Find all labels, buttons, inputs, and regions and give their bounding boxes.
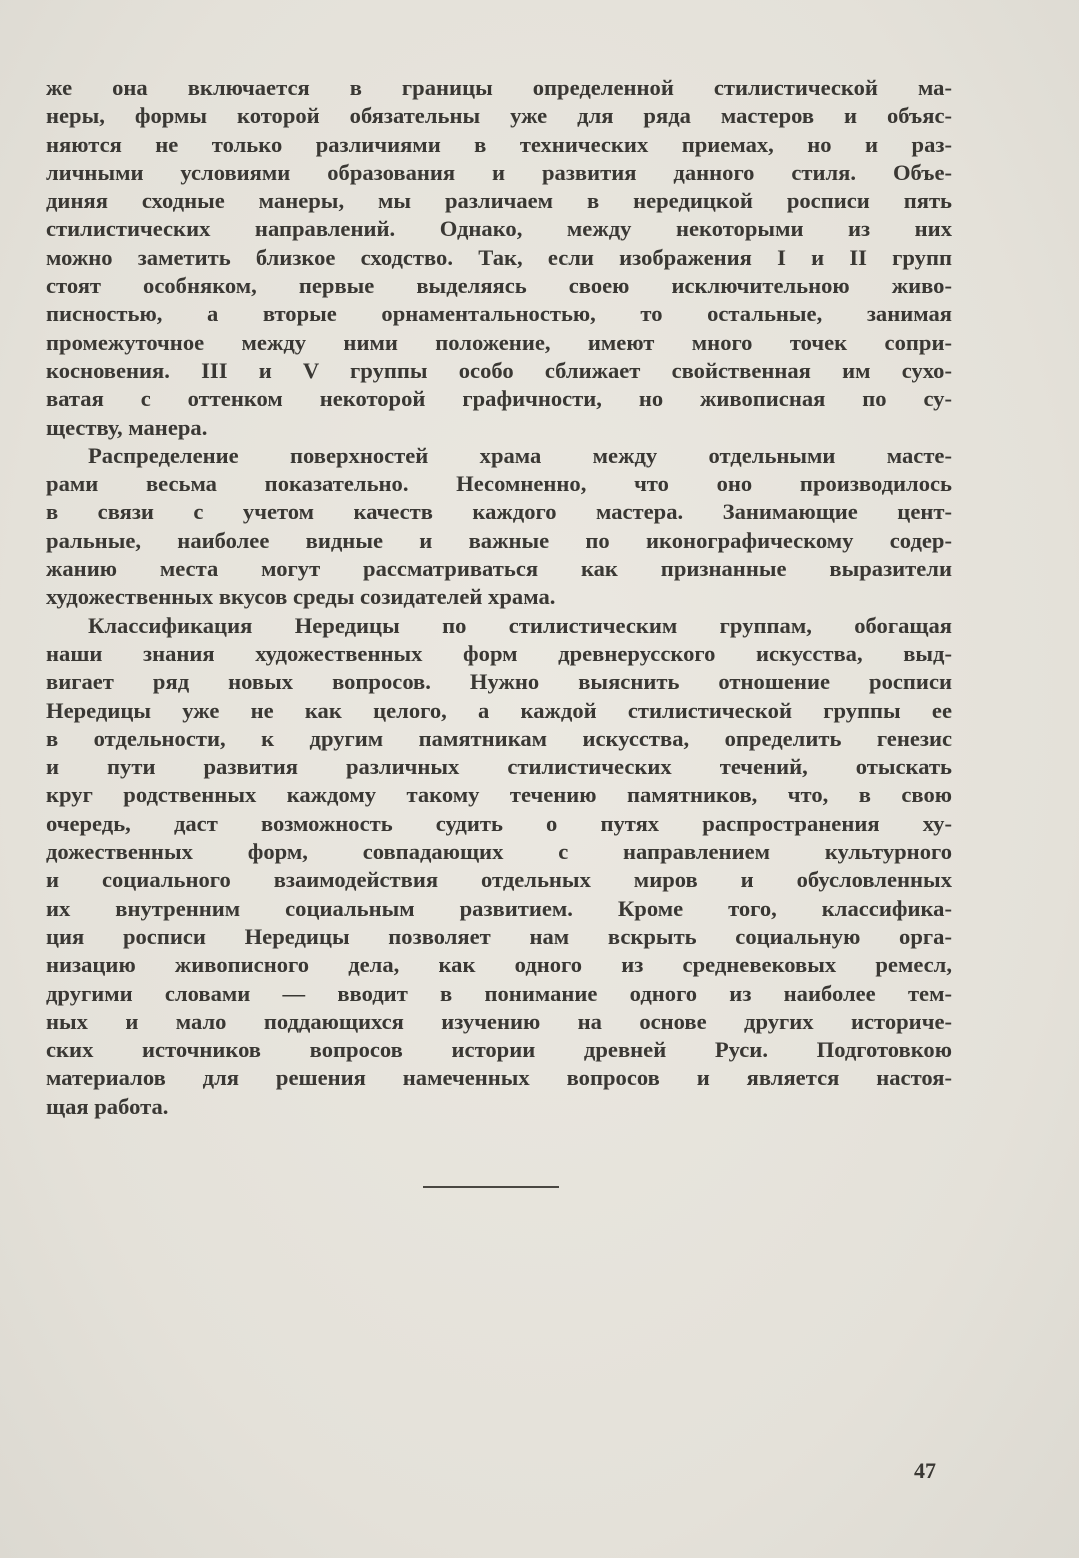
text-line: в связи с учетом качеств каждого мастера. Занимающие цент- bbox=[46, 499, 952, 525]
text-line: ных и мало поддающихся изучению на основе других историче- bbox=[46, 1008, 952, 1034]
text-line: можно заметить близкое сходство. Так, если изображения I и II групп bbox=[46, 244, 952, 270]
text-line: Классификация Нередицы по стилистическим группам, обогащая bbox=[88, 612, 952, 638]
text-line: и социального взаимодействия отдельных миров и обусловленных bbox=[46, 867, 952, 893]
text-line: дожественных форм, совпадающих с направлением культурного bbox=[46, 839, 952, 865]
text-line: ция росписи Нередицы позволяет нам вскрыть социальную орга- bbox=[46, 923, 952, 949]
text-line: их внутренним социальным развитием. Кроме того, классифика- bbox=[46, 895, 952, 921]
text-line: няются не только различиями в технических приемах, но и раз- bbox=[46, 131, 952, 157]
text-line: низацию живописного дела, как одного из средневековых ремесл, bbox=[46, 952, 952, 978]
text-line: круг родственных каждому такому течению памятников, что, в свою bbox=[46, 782, 952, 808]
text-line: же она включается в границы определенной стилистической ма- bbox=[46, 75, 952, 100]
text-line: промежуточное между ними положение, имеют много точек сопри- bbox=[46, 329, 952, 355]
text-line: и пути развития различных стилистических течений, отыскать bbox=[46, 754, 952, 780]
text-line: наши знания художественных форм древнерусского искусства, выд- bbox=[46, 640, 952, 666]
section-divider bbox=[423, 1186, 559, 1188]
text-line: стилистических направлений. Однако, между некоторыми из них bbox=[46, 216, 952, 242]
text-line: художественных вкусов среды созидателей храма. bbox=[46, 584, 556, 610]
page-number: 47 bbox=[914, 1458, 936, 1483]
text-line: щая работа. bbox=[46, 1093, 169, 1119]
text-line: писностью, а вторые орнаментальностью, то остальные, занимая bbox=[46, 301, 952, 327]
text-line: косновения. III и V группы особо сближает свойственная им сухо- bbox=[46, 357, 952, 383]
text-line: жанию места могут рассматриваться как признанные выразители bbox=[46, 556, 952, 582]
text-line: рами весьма показательно. Несомненно, что оно производилось bbox=[46, 471, 952, 497]
text-line: ватая с оттенком некоторой графичности, но живописная по су- bbox=[46, 386, 952, 412]
text-line: Распределение поверхностей храма между отдельными масте- bbox=[88, 442, 952, 468]
text-line: другими словами — вводит в понимание одного из наиболее тем- bbox=[46, 980, 952, 1006]
text-line: личными условиями образования и развития данного стиля. Объе- bbox=[46, 159, 952, 185]
text-line: неры, формы которой обязательны уже для ряда мастеров и объяс- bbox=[46, 103, 952, 129]
text-line: стоят особняком, первые выделяясь своею исключительною живо- bbox=[46, 273, 952, 299]
text-line: ральные, наиболее видные и важные по иконографическому содер- bbox=[46, 527, 952, 553]
text-line: материалов для решения намеченных вопросов и является настоя- bbox=[46, 1065, 952, 1091]
text-line: в отдельности, к другим памятникам искусства, определить генезис bbox=[46, 725, 952, 751]
text-line: вигает ряд новых вопросов. Нужно выяснить отношение росписи bbox=[46, 669, 952, 695]
text-line: диняя сходные манеры, мы различаем в нередицкой росписи пять bbox=[46, 188, 952, 214]
text-line: Нередицы уже не как целого, а каждой стилистической группы ее bbox=[46, 697, 952, 723]
text-line: очередь, даст возможность судить о путях распространения ху- bbox=[46, 810, 952, 836]
body-text bbox=[46, 74, 952, 1121]
text-line: ских источников вопросов истории древней Руси. Подготовкою bbox=[46, 1037, 952, 1063]
text-line: ществу, манера. bbox=[46, 414, 208, 440]
